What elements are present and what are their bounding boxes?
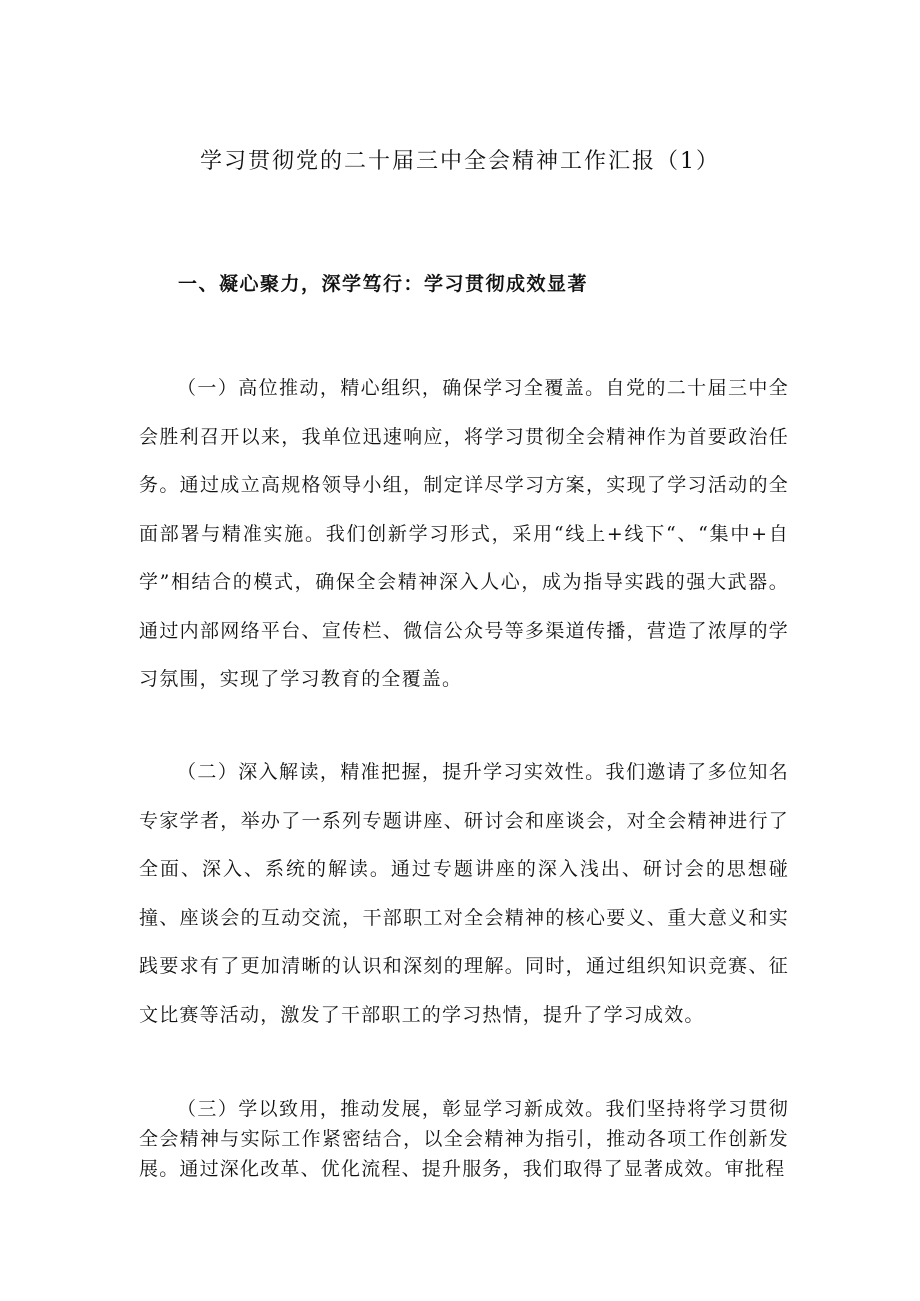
paragraph-1: （一）高位推动，精心组织，确保学习全覆盖。自党的二十届三中全会胜利召开以来，我单位迅速响应，将学习贯彻全会精神作为首要政治任务。通过成立高规格领导小组，制定详尽学习方案，实现了学习活动的全面部署与精准实施。我们创新学习形式，采用“线上+线下“、“集中+自学”相结合的模式，确保全会精神深入人心，成为指导实践的强大武器。通过内部网络平台、宣传栏、微信公众号等多渠道传播，营造了浓厚的学习氛围，实现了学习教育的全覆盖。: [139, 377, 789, 690]
paragraph-3: （三）学以致用，推动发展，彰显学习新成效。我们坚持将学习贯彻全会精神与实际工作紧密结合，以全会精神为指引，推动各项工作创新发展。通过深化改革、优化流程、提升服务，我们取得了显著成效。审批程: [139, 1098, 789, 1180]
paragraph-2: （二）深入解读，精准把握，提升学习实效性。我们邀请了多位知名专家学者，举办了一系列专题讲座、研讨会和座谈会，对全会精神进行了全面、深入、系统的解读。通过专题讲座的深入浅出、研讨会的思想碰撞、座谈会的互动交流，干部职工对全会精神的核心要义、重大意义和实践要求有了更加清晰的认识和深刻的理解。同时，通过组织知识竞赛、征文比赛等活动，激发了干部职工的学习热情，提升了学习成效。: [139, 761, 789, 1026]
document-title: 学习贯彻党的二十届三中全会精神工作汇报（1）: [200, 149, 720, 174]
section-heading: 一、凝心聚力，深学笃行：学习贯彻成效显著: [178, 273, 589, 295]
